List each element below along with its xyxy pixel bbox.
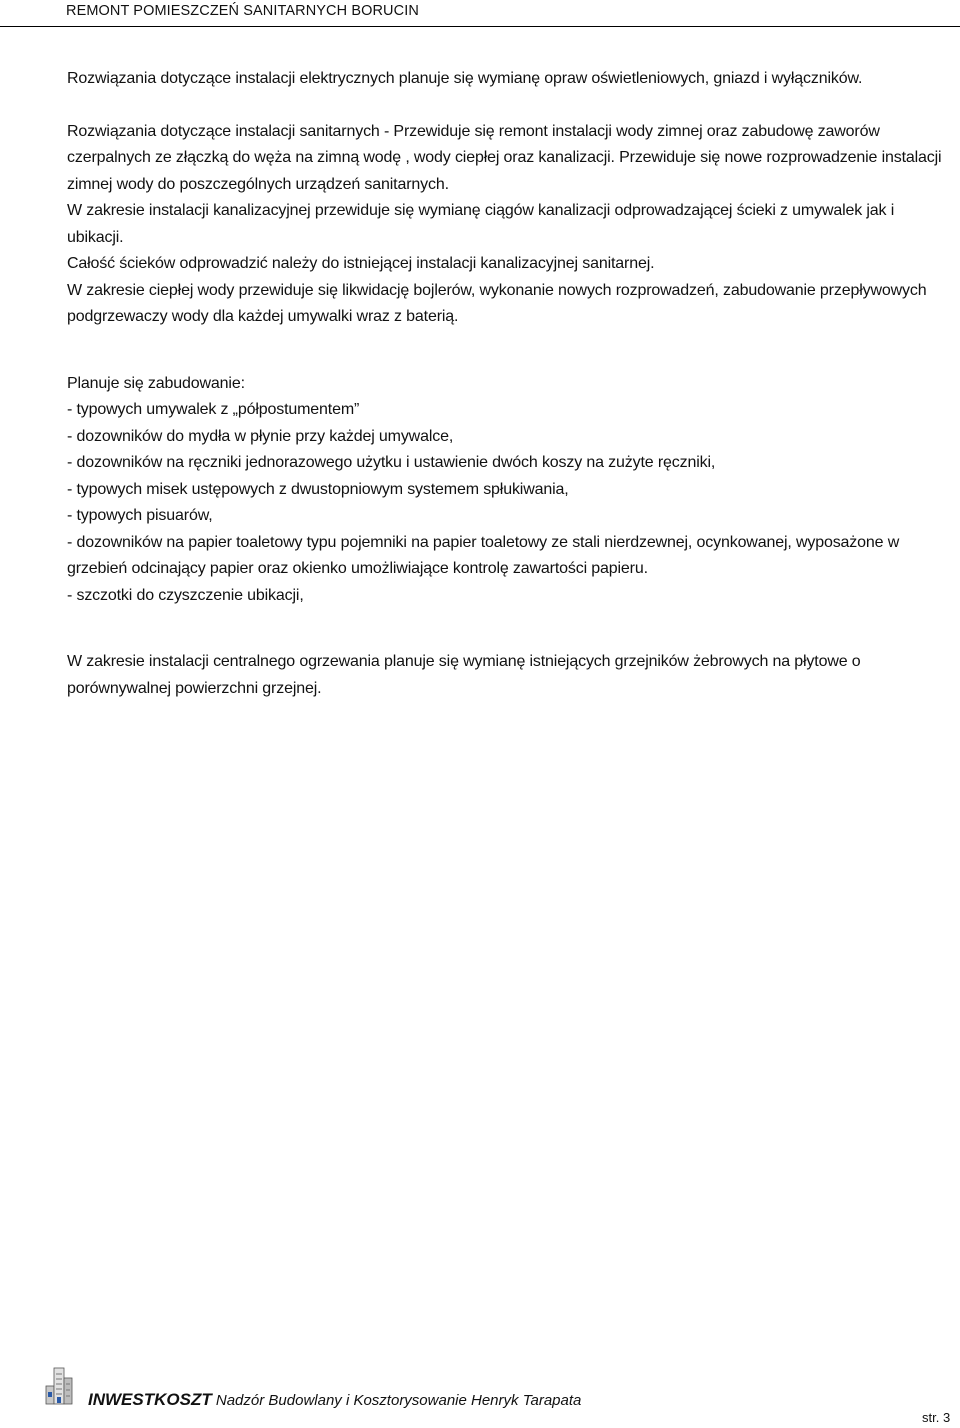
list-item: - typowych umywalek z „półpostumentem” — [67, 401, 360, 418]
list-item: - dozowników na ręczniki jednorazowego użytku i ustawienie dwóch koszy na zużyte ręczniki, — [67, 454, 716, 471]
list-item: - dozowników na papier toaletowy typu pojemniki na papier toaletowy ze stali nierdzewnej, ocynkowanej, wyposażone w grzebień odcinający papier oraz okienko umożliwiające kontrolę zawartości papieru. — [67, 533, 900, 577]
paragraph-sanitary-4: W zakresie ciepłej wody przewiduje się likwidację bojlerów, wykonanie nowych rozprowadzeń, zabudowanie przepływowych podgrzewaczy wody dla każdej umywalki wraz z baterią. — [67, 281, 927, 325]
footer-company — [88, 1390, 581, 1410]
company-name: INWESTKOSZT — [88, 1390, 212, 1409]
document-body — [67, 66, 953, 702]
spacer — [67, 609, 953, 649]
spacer — [67, 93, 953, 119]
paragraph-heating: W zakresie instalacji centralnego ogrzewania planuje się wymianę istniejących grzejników żebrowych na płytowe o porównywalnej powierzchni grzejnej. — [67, 653, 861, 697]
paragraph-sanitary-3: Całość ścieków odprowadzić należy do istniejącej instalacji kanalizacyjnej sanitarnej. — [67, 255, 655, 272]
list-item: - typowych misek ustępowych z dwustopniowym systemem spłukiwania, — [67, 480, 569, 498]
plan-list — [67, 397, 953, 609]
document-title: REMONT POMIESZCZEŃ SANITARNYCH BORUCIN — [66, 3, 419, 19]
list-item: - dozowników do mydła w płynie przy każdej umywalce, — [67, 427, 454, 445]
plan-intro: Planuje się zabudowanie: — [67, 374, 245, 392]
page-number: str. 3 — [922, 1410, 951, 1425]
paragraph-electric: Rozwiązania dotyczące instalacji elektrycznych planuje się wymianę opraw oświetleniowych, gniazd i wyłączników. — [67, 70, 863, 87]
list-item: - szczotki do czyszczenie ubikacji, — [67, 586, 304, 604]
spacer — [67, 331, 953, 371]
company-description: Nadzór Budowlany i Kosztorysowanie Henryk Tarapata — [211, 1392, 582, 1409]
building-logo-icon — [45, 1366, 73, 1406]
paragraph-sanitary-1: Rozwiązania dotyczące instalacji sanitarnych - Przewiduje się remont instalacji wody zimnej oraz zabudowę zaworów czerpalnych ze złączką do węża na zimną wodę , wody ciepłej oraz kanalizacji. Przewiduje się nowe rozprowadzenie instalacji zimnej wody do poszczególnych urządzeń sanitarnych. — [67, 122, 942, 193]
paragraph-sanitary-2: W zakresie instalacji kanalizacyjnej przewiduje się wymianę ciągów kanalizacji odprowadzającej ścieki z umywalek jak i ubikacji. — [67, 202, 895, 246]
list-item: - typowych pisuarów, — [67, 507, 213, 524]
header-divider — [0, 26, 960, 27]
